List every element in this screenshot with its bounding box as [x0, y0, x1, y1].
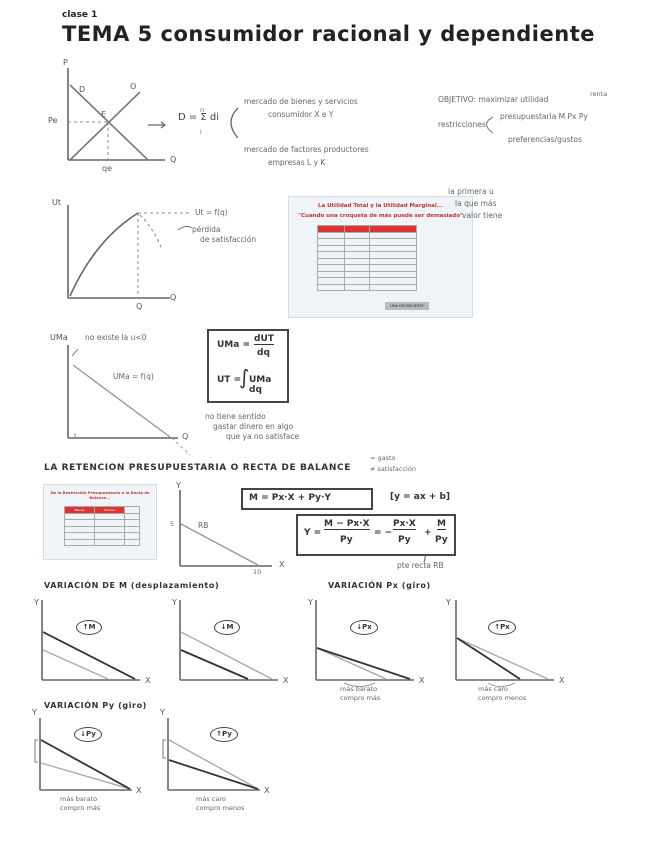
variation-px-title: VARIACIÓN Px (giro) [328, 581, 431, 590]
satisfaccion-diff-note: ≠ satisfacción [370, 465, 416, 473]
g5-axis-y: Y [32, 708, 37, 717]
px-cheaper-note: más barato [340, 685, 378, 693]
ut-function-label: Ut = f(q) [195, 208, 228, 217]
budget-tick-10: 10 [253, 568, 262, 576]
objective-note: OBJETIVO: maximizar utilidad [438, 95, 549, 104]
px-buy-more-note: compro más [340, 694, 381, 702]
presupuestaria-note: presupuestaria M Px Py [500, 112, 588, 121]
eq2-num3: M [437, 519, 446, 529]
eq2-mid: = − [374, 528, 393, 538]
budget-axis-x: X [279, 560, 285, 569]
g3-axis-x: X [419, 676, 425, 685]
g3-axis-y: Y [308, 598, 313, 607]
up-px-badge: ↑Px [488, 620, 516, 635]
restricciones-note: restricciones [438, 120, 486, 129]
uma-numerator: dUT [254, 334, 274, 344]
page-title: TEMA 5 consumidor racional y dependiente [62, 22, 595, 46]
g5-axis-x: X [136, 786, 142, 795]
consumer-note: consumidor X e Y [268, 110, 334, 119]
down-px-badge: ↓Px [350, 620, 378, 635]
ut-lhs: UT = [217, 375, 242, 385]
budget-tick-5: 5 [170, 520, 175, 528]
axis-ut-label: Ut [52, 198, 61, 207]
axis-q-label-3: Q [182, 432, 189, 441]
sum-formula-text: D = Σ di [178, 112, 220, 123]
eq2-den2: Py [398, 535, 411, 545]
g1-axis-x: X [145, 676, 151, 685]
no-sense-note-2: gastar dinero en algo [213, 422, 294, 431]
g6-axis-y: Y [160, 708, 165, 717]
px-expensive-note: más caro [478, 685, 508, 693]
uma-denominator: dq [257, 348, 270, 358]
up-m-badge: ↑M [76, 620, 102, 635]
budget-slide-col2: Precios [95, 507, 125, 514]
uma-lhs: UMa = [217, 340, 251, 350]
g4-axis-y: Y [446, 598, 451, 607]
variation-py-title: VARIACIÓN Py (giro) [44, 701, 147, 710]
first-unit-note-2: la que más [455, 199, 497, 208]
class-label: clase 1 [62, 10, 98, 20]
tick-1-label: 1 [73, 432, 78, 440]
market-factors-note: mercado de factores productores [244, 145, 369, 154]
variation-m-title: VARIACIÓN DE M (desplazamiento) [44, 581, 220, 590]
eq2-num1: M − Px·X [324, 519, 370, 529]
utility-slide-footer: UMa DECRECIENTE [385, 302, 429, 310]
ut-rhs: UMa dq [249, 375, 272, 395]
axis-uma-label: UMa [50, 333, 68, 342]
uma-function-label: UMa = f(q) [113, 372, 154, 381]
rb-label: RB [198, 521, 209, 530]
px-buy-less-note: compro menos [478, 694, 527, 702]
satisfaccion-note: de satisfacción [200, 235, 257, 244]
gasto-note: = gasto [370, 454, 396, 462]
supply-label: O [130, 82, 137, 91]
q-tick-label: Q [136, 302, 143, 311]
market-goods-note: mercado de bienes y servicios [244, 97, 358, 106]
utility-slide-subtitle: "Cuando una croqueta de más puede ser demasiado" [298, 213, 463, 219]
axis-q-label: Q [170, 155, 177, 164]
first-unit-note-3: valor tiene [462, 211, 503, 220]
preferencias-note: preferencias/gustos [508, 135, 582, 144]
sum-index-bottom: i [200, 128, 202, 136]
g6-axis-x: X [264, 786, 270, 795]
perdida-note: pérdida [192, 225, 221, 234]
axis-q-label-2: Q [170, 293, 177, 302]
g2-axis-y: Y [172, 598, 177, 607]
sum-index-top: n [200, 106, 205, 114]
budget-slide-title: De la Restricción Presupuestaria a la Recta de Balance... [50, 490, 150, 500]
pe-label: Pe [48, 116, 58, 125]
slope-note: pte recta RB [397, 561, 444, 570]
no-sense-note-1: no tiene sentido [205, 412, 266, 421]
no-sense-note-3: que ya no satisface [226, 432, 300, 441]
py-cheaper-note: más barato [60, 795, 98, 803]
eq2-lhs: Y = [304, 528, 322, 538]
budget-axis-y: Y [176, 481, 181, 490]
renta-note: renta [590, 90, 608, 98]
firms-note: empresas L y K [268, 158, 326, 167]
eq2-num2: Px·X [393, 519, 416, 529]
integral-sign: ∫ [239, 365, 250, 389]
budget-heading: LA RETENCION PRESUPUESTARIA O RECTA DE BALANCE [44, 463, 351, 473]
eq2-den1: Py [340, 535, 353, 545]
g4-axis-x: X [559, 676, 565, 685]
up-py-badge: ↑Py [210, 727, 238, 742]
first-unit-note-1: la primera u [448, 187, 494, 196]
budget-equation: M = Px·X + Py·Y [249, 493, 331, 503]
down-m-badge: ↓M [214, 620, 240, 635]
axis-p-label: P [63, 58, 68, 67]
g1-axis-y: Y [34, 598, 39, 607]
py-expensive-note: más caro [196, 795, 226, 803]
budget-slide-col1: Bienes [65, 507, 95, 514]
eq2-plus: + [424, 528, 432, 538]
down-py-badge: ↓Py [74, 727, 102, 742]
equilibrium-label: E [101, 110, 107, 119]
demand-label: D [79, 85, 86, 94]
eq2-den3: Py [435, 535, 448, 545]
linear-equation: [y = ax + b] [390, 492, 451, 502]
py-buy-less-note: compro menos [196, 804, 245, 812]
qe-label: qe [102, 164, 112, 173]
no-negative-utility-note: no existe la u<0 [85, 333, 147, 342]
py-buy-more-note: compro más [60, 804, 101, 812]
utility-slide-title: La Utilidad Total y la Utilidad Marginal... [317, 203, 444, 209]
g2-axis-x: X [283, 676, 289, 685]
